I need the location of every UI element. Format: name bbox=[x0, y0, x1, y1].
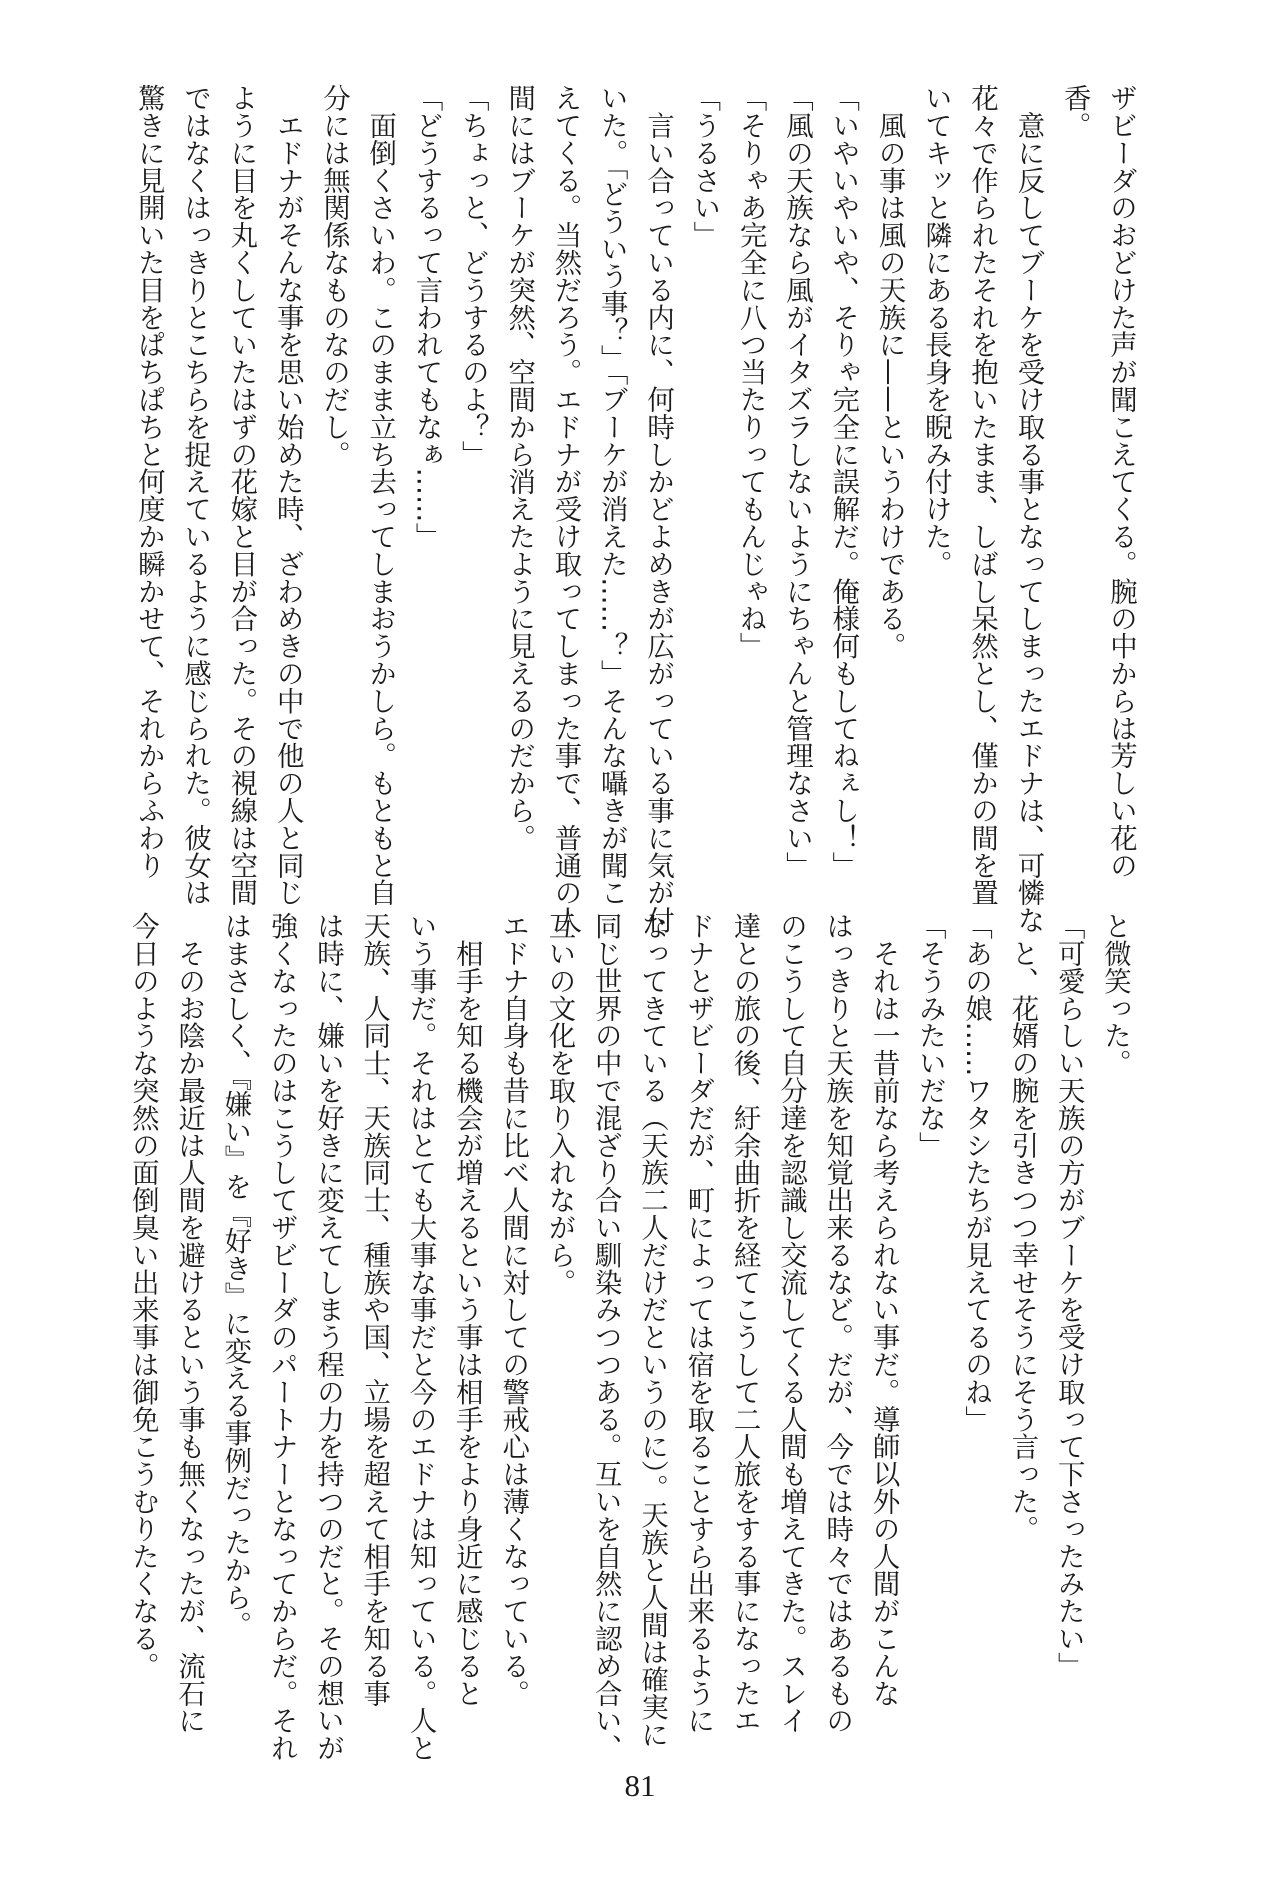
text-column: はまさしく、『嫌い』を『好き』に変える事例だったから。 bbox=[219, 912, 251, 1639]
text-column: 「いやいやいや、そりゃ完全に誤解だ。俺様何もしてねぇし！」 bbox=[827, 84, 859, 879]
text-column: 同じ世界の中で混ざり合い馴染みつつある。互いを自然に認め合い、 bbox=[589, 912, 621, 1762]
text-column: 「どうするって言われてもなぁ……」 bbox=[410, 84, 442, 550]
text-block-bottom bbox=[118, 912, 1137, 1762]
text-column: 互いの文化を取り入れながら。 bbox=[543, 912, 575, 1296]
text-column: 香。 bbox=[1058, 84, 1090, 139]
text-column: エドナがそんな事を思い始めた時、ざわめきの中で他の人と同じ bbox=[271, 84, 303, 906]
text-column: 分には無関係なものなのだし。 bbox=[317, 84, 349, 468]
text-column: 達との旅の後、紆余曲折を経てこうして二人旅をする事になったエ bbox=[728, 912, 760, 1734]
text-column: のこうして自分達を認識し交流してくる人間も増えてきた。スレイ bbox=[774, 912, 806, 1734]
text-column: 「可愛らしい天族の方がブーケを受け取って下さったみたい」 bbox=[1052, 912, 1084, 1680]
text-column: なってきている（天族二人だけだというのに）。天族と人間は確実に bbox=[636, 912, 668, 1748]
text-column: それは一昔前なら考えられない事だ。導師以外の人間がこんな bbox=[867, 912, 899, 1707]
text-column: 面倒くさいわ。このまま立ち去ってしまおうかしら。もともと自 bbox=[364, 84, 396, 906]
text-column: 相手を知る機会が増えるという事は相手をより身近に感じると bbox=[450, 912, 482, 1707]
text-column: はっきりと天族を知覚出来るなど。だが、今では時々ではあるもの bbox=[821, 912, 853, 1734]
text-column: 今日のような突然の面倒臭い出来事は御免こうむりたくなる。 bbox=[126, 912, 158, 1680]
text-column: 天族、人同士、天族同士、種族や国、立場を超えて相手を知る事 bbox=[358, 912, 390, 1707]
text-column: ザビーダのおどけた声が聞こえてくる。腕の中からは芳しい花の bbox=[1105, 84, 1136, 879]
text-column: 「そうみたいだな」 bbox=[913, 912, 945, 1159]
text-column: 間にはブーケが突然、空間から消えたように見えるのだから。 bbox=[503, 84, 535, 852]
text-column: と、花婿の腕を引きつつ幸せそうにそう言った。 bbox=[1006, 912, 1038, 1543]
text-column: そのお陰か最近は人間を避けるという事も無くなったが、流石に bbox=[173, 912, 205, 1734]
text-column: ではなくはっきりとこちらを捉えているように感じられた。彼女は bbox=[179, 84, 211, 906]
text-block-top bbox=[124, 84, 1143, 934]
text-column: ドナとザビーダだが、町によっては宿を取ることすら出来るように bbox=[682, 912, 714, 1734]
text-column: エドナ自身も昔に比べ人間に対しての警戒心は薄くなっている。 bbox=[497, 912, 529, 1707]
text-column: ように目を丸くしていたはずの花嫁と目が合った。その視線は空間 bbox=[225, 84, 257, 906]
text-column: いた。「どういう事？」「ブーケが消えた……？」そんな囁きが聞こ bbox=[595, 84, 627, 906]
page-number: 81 bbox=[624, 1768, 656, 1803]
text-column: いてキッと隣にある長身を睨み付けた。 bbox=[919, 84, 951, 578]
text-column: 意に反してブーケを受け取る事となってしまったエドナは、可憐な bbox=[1012, 84, 1044, 934]
text-column: いう事だ。それはとても大事な事だと今のエドナは知っている。人と bbox=[404, 912, 436, 1762]
text-column: 「そりゃあ完全に八つ当たりってもんじゃね」 bbox=[734, 84, 766, 660]
text-column: えてくる。当然だろう。エドナが受け取ってしまった事で、普通の人 bbox=[549, 84, 581, 934]
text-column: 驚きに見開いた目をぱちぱちと何度か瞬かせて、それからふわり bbox=[132, 84, 164, 879]
text-column: 風の事は風の天族に——というわけである。 bbox=[873, 84, 905, 660]
text-column: は時に、嫌いを好きに変えてしまう程の力を持つのだと。その想いが bbox=[311, 912, 343, 1762]
text-column: 強くなったのはこうしてザビーダのパートナーとなってからだ。それ bbox=[265, 912, 297, 1762]
text-column: 言い合っている内に、何時しかどよめきが広がっている事に気が付 bbox=[642, 84, 674, 934]
text-column: 花々で作られたそれを抱いたまま、しばし呆然とし、僅かの間を置 bbox=[966, 84, 998, 906]
text-column: 「風の天族なら風がイタズラしないようにちゃんと管理なさい」 bbox=[780, 84, 812, 879]
text-column: 「うるさい」 bbox=[688, 84, 720, 249]
text-column: 「あの娘……ワタシたちが見えてるのね」 bbox=[960, 912, 992, 1433]
text-column: と微笑った。 bbox=[1099, 912, 1130, 1077]
text-column: 「ちょっと、どうするのよ？」 bbox=[456, 84, 488, 468]
